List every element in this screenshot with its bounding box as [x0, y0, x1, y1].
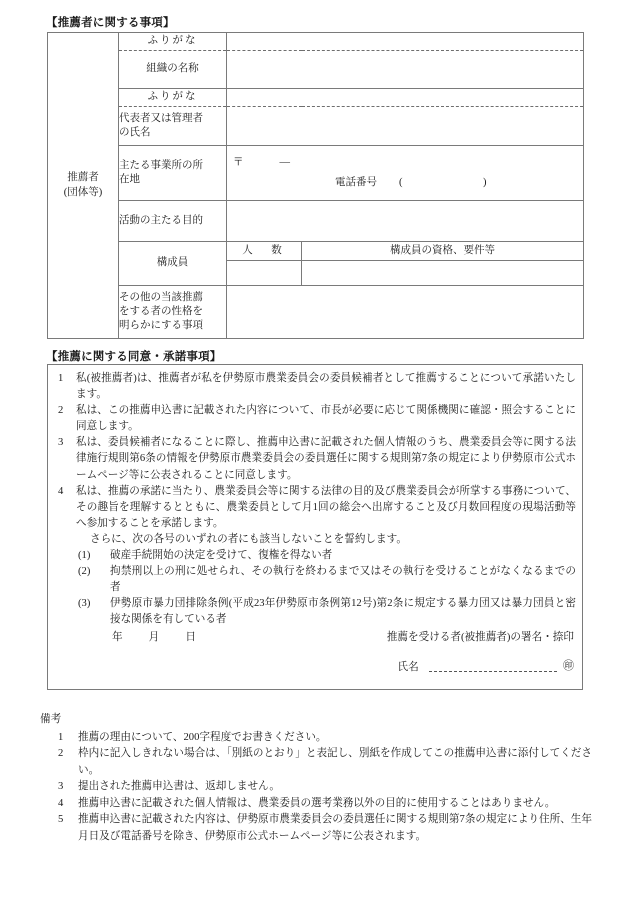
table-row-office-address [48, 146, 584, 201]
input-org-name[interactable] [227, 51, 584, 89]
section-heading-recommender: 【推薦者に関する事項】 [46, 17, 175, 29]
table-row-members-header [48, 242, 584, 261]
remarks-item-5-text: 推薦申込書に記載された内容は、伊勢原市農業委員会の委員選任に関する規則第7条の規定により住所、生年月日及び電話番号を除き、伊勢原市公式ホームページ等に公表されます。 [78, 814, 592, 842]
table-row-representative [48, 107, 584, 146]
cell-members-qualification-header: 構成員の資格、要件等 [302, 242, 584, 261]
postal-code-line [227, 153, 583, 170]
consent-box [47, 364, 583, 690]
consent-item-3-text: 私は、委員候補者になることに際し、推薦申込書に記載された個人情報のうち、農業委員会等に関する法律施行規則第6条の情報を伊勢原市農業委員会の委員選任に関する規則第7条の規定により伊勢原市公式ホームページ等に公表されることに同意します。 [76, 437, 576, 481]
section-heading-consent: 【推薦に関する同意・承諾事項】 [46, 351, 222, 363]
consent-subitem-3 [56, 596, 576, 628]
office-address-label-line1: 主たる事業所の所 [119, 159, 203, 171]
cell-representative-label [119, 107, 227, 146]
table-row-other-matters [48, 286, 584, 339]
other-matters-line3: 明らかにする事項 [119, 320, 203, 332]
date-fields[interactable] [112, 629, 196, 644]
date-month-label: 月 [148, 632, 160, 643]
remarks-item-5 [40, 812, 592, 845]
consent-item-4-text: 私は、推薦の承諾に当たり、農業委員会等に関する法律の目的及び農業委員会が所掌する事務について、その趣旨を理解するとともに、農業委員として月1回の総会へ出席すること及び月数回程度の現場活動等へ参加することを承諾します。 [76, 485, 576, 529]
cell-office-address-label [119, 146, 227, 201]
remarks-item-5-number: 5 [58, 814, 64, 826]
consent-item-3 [56, 435, 576, 483]
consent-item-1-text: 私(被推薦者)は、推薦者が私を伊勢原市農業委員会の委員候補者として推薦することについて承諾いたします。 [76, 373, 576, 401]
consent-item-1 [56, 371, 576, 403]
remarks-item-4 [40, 796, 592, 813]
recommender-label-line2: (団体等) [63, 186, 103, 198]
remarks-item-4-text: 推薦申込書に記載された個人情報は、農業委員の選考業務以外の目的に使用することはありません。 [78, 797, 556, 809]
cell-office-address-value[interactable] [227, 146, 584, 201]
input-members-qualification[interactable] [302, 261, 584, 286]
cell-furigana-label-1: ふりがな [119, 33, 227, 51]
consent-subitem-2-text: 拘禁刑以上の刑に処せられ、その執行を終わるまで又はその執行を受けることがなくなるまでの者 [110, 566, 576, 594]
seal-stamp-icon: ㊞ [563, 660, 574, 672]
remarks-item-3 [40, 779, 592, 796]
other-matters-line2: をする者の性格を [119, 305, 203, 317]
input-main-purpose[interactable] [227, 201, 584, 242]
representative-label-line1: 代表者又は管理者 [119, 112, 203, 124]
cell-members-count-header: 人 数 [227, 242, 302, 261]
table-row-org-name [48, 51, 584, 89]
name-field-label: 氏名 [397, 662, 419, 673]
date-day-label: 日 [185, 632, 196, 643]
cell-members-label: 構成員 [119, 242, 227, 286]
consent-subitem-3-number: (3) [78, 598, 91, 610]
remarks-item-3-number: 3 [58, 781, 64, 793]
name-signature-row [398, 657, 575, 674]
consent-subitem-1 [56, 548, 576, 564]
postal-dash: — [279, 156, 290, 168]
office-address-label-line2: 在地 [119, 174, 140, 185]
remarks-item-1-text: 推薦の理由について、200字程度でお書きください。 [78, 731, 327, 743]
remarks-item-4-number: 4 [58, 797, 64, 809]
consent-item-4-number: 4 [58, 485, 64, 497]
remarks-item-1-number: 1 [58, 731, 64, 743]
other-matters-line1: その他の当該推薦 [119, 291, 203, 303]
table-row-furigana-2 [48, 89, 584, 107]
signature-instruction-label: 推薦を受ける者(被推薦者)の署名・捺印 [386, 632, 574, 643]
cell-org-name-label: 組織の名称 [119, 51, 227, 89]
cell-recommender-label [48, 33, 119, 339]
remarks-item-2 [40, 746, 592, 779]
telephone-parens[interactable]: ( ) [399, 177, 501, 188]
consent-pledge-intro: さらに、次の各号のいずれの者にも該当しないことを誓約します。 [90, 533, 407, 545]
cell-main-purpose-label: 活動の主たる目的 [119, 201, 227, 242]
consent-subitem-1-number: (1) [78, 550, 91, 562]
postal-symbol-icon: 〒 [233, 156, 244, 168]
remarks-item-1 [40, 730, 592, 747]
remarks-section [40, 712, 592, 845]
recommender-label-line1: 推薦者 [67, 172, 99, 184]
input-furigana-2[interactable] [227, 89, 584, 107]
consent-subitem-2-number: (2) [78, 566, 91, 578]
remarks-item-2-number: 2 [58, 748, 64, 760]
consent-item-2-number: 2 [58, 405, 64, 417]
input-other-matters[interactable] [227, 286, 584, 339]
input-representative-name[interactable] [227, 107, 584, 146]
telephone-line [227, 170, 583, 193]
remarks-title: 備考 [40, 714, 62, 725]
cell-other-matters-label [119, 286, 227, 339]
representative-label-line2: の氏名 [119, 127, 151, 138]
input-members-count[interactable] [227, 261, 302, 286]
consent-subitem-2 [56, 564, 576, 596]
consent-item-4 [56, 484, 576, 532]
consent-subitem-1-text: 破産手続開始の決定を受けて、復権を得ない者 [110, 550, 333, 562]
consent-item-1-number: 1 [58, 373, 64, 384]
consent-subitem-3-text: 伊勢原市暴力団排除条例(平成23年伊勢原市条例第12号)第2条に規定する暴力団又は暴力団員と密接な関係を有している者 [110, 598, 576, 626]
input-furigana-1[interactable] [227, 33, 584, 51]
table-row-main-purpose [48, 201, 584, 242]
table-row-furigana-1 [48, 33, 584, 51]
consent-item-2 [56, 403, 576, 435]
remarks-item-2-text: 枠内に記入しきれない場合は、「別紙のとおり」と表記し、別紙を作成してこの推薦申込書に添付してください。 [78, 748, 592, 776]
name-input-line[interactable] [429, 659, 557, 672]
cell-furigana-label-2: ふりがな [119, 89, 227, 107]
telephone-label: 電話番号 [335, 177, 377, 188]
recommender-table [47, 32, 584, 339]
consent-item-2-text: 私は、この推薦申込書に記載された内容について、市長が必要に応じて関係機関に確認・照会することに同意します。 [76, 405, 576, 433]
consent-list [56, 371, 576, 629]
remarks-item-3-text: 提出された推薦申込書は、返却しません。 [78, 781, 280, 793]
consent-item-3-number: 3 [58, 437, 64, 449]
date-year-label: 年 [112, 632, 123, 643]
